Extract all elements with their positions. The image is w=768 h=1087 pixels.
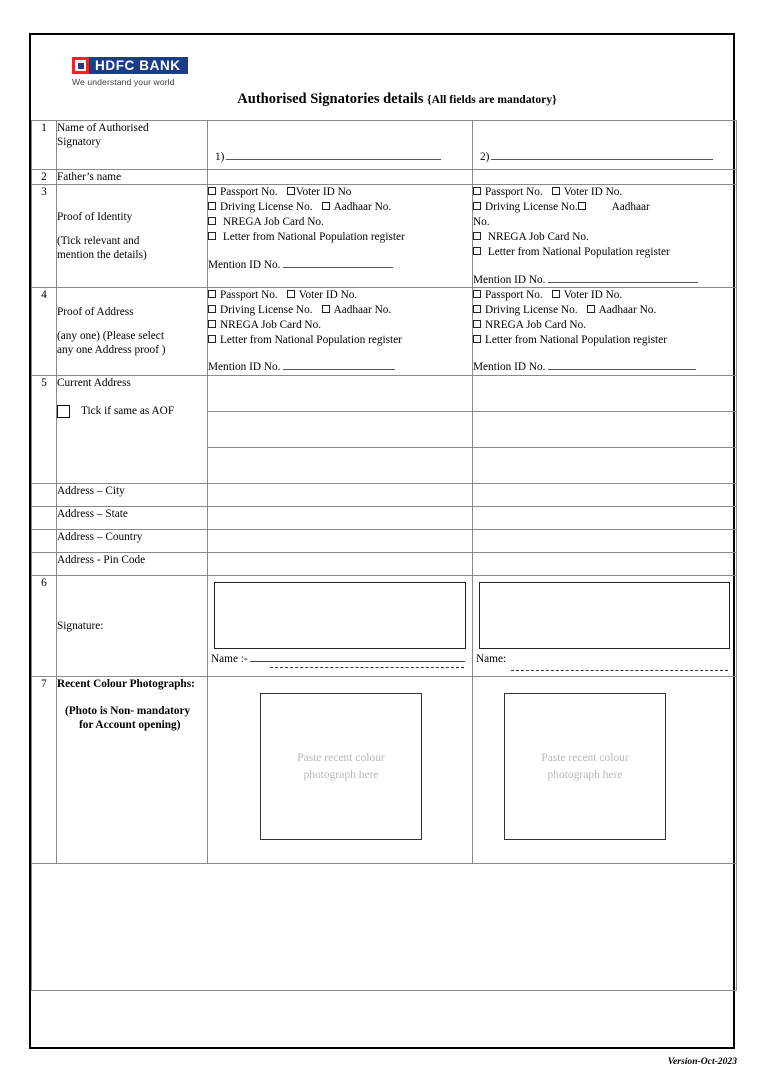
signature-box-b[interactable] [479, 582, 730, 649]
signature-b-name-row [476, 652, 730, 666]
table-row-signature [32, 575, 737, 676]
hdfc-logo-wordmark: HDFC BANK [89, 57, 188, 74]
poi-a-line-2 [208, 200, 472, 214]
poa-b-checkbox-list [473, 288, 736, 347]
poi-b-line-4 [473, 245, 736, 259]
poa-a-opt6-label: Letter from National Population register [220, 334, 402, 347]
signatory-1-input-rule[interactable] [226, 150, 441, 159]
table-row-proof-of-identity [32, 185, 737, 288]
version-footer: Version-Oct-2023 [667, 1056, 737, 1067]
poi-col-b [473, 185, 737, 288]
photo-label-line2-text: (Photo is Non- mandatory [65, 704, 191, 717]
checkbox-icon-poa-b-passport[interactable] [473, 290, 481, 298]
poa-b-opt5-label: NREGA Job Card No. [485, 319, 587, 332]
poa-col-a [208, 288, 473, 376]
signature-col-a [208, 575, 473, 676]
poi-b-line-2 [473, 200, 736, 214]
poi-a-line-4 [208, 230, 472, 244]
checkbox-icon-poi-b-voter-id[interactable] [552, 187, 560, 195]
poi-b-opt6-label: Letter from National Population register [487, 246, 670, 259]
photo-placeholder-a[interactable] [260, 693, 422, 840]
signature-col-b [473, 575, 737, 676]
photo-placeholder-b-line1: Paste recent colour [541, 752, 629, 765]
poa-a-checkbox-list [208, 288, 472, 347]
poa-a-line-2 [208, 303, 472, 317]
row-label-signature: Signature: [57, 575, 208, 676]
hdfc-logo-mark-icon [72, 57, 89, 74]
row-label-address-city: Address – City [57, 483, 208, 506]
poa-b-mention-input-rule[interactable] [548, 362, 696, 371]
poi-b-opt4b-label: No. [473, 216, 490, 229]
poa-b-line-1 [473, 288, 736, 302]
poa-a-mention-label: Mention ID No. [208, 361, 281, 374]
poa-label-sub1: (any one) (Please select [57, 329, 164, 342]
checkbox-icon-poa-a-driving-license[interactable] [208, 305, 216, 313]
checkbox-icon-poa-b-aadhaar[interactable] [587, 305, 595, 313]
page-title [31, 91, 733, 108]
checkbox-icon-poa-b-nrega[interactable] [473, 320, 481, 328]
bottom-blank-area [32, 864, 737, 991]
row-label-address-pin: Address - Pin Code [57, 552, 208, 575]
signatory-1-name-cell[interactable] [208, 121, 473, 170]
poa-label-sub2: any one Address proof ) [57, 344, 166, 357]
checkbox-icon-poi-a-passport[interactable] [208, 187, 216, 195]
checkbox-icon-poa-b-driving-license[interactable] [473, 305, 481, 313]
row-number-blank-state [32, 506, 57, 529]
poi-a-mention-label: Mention ID No. [208, 258, 281, 271]
photo-placeholder-a-text [297, 750, 385, 783]
poi-a-opt6-label: Letter from National Population register [222, 231, 405, 244]
signatory-2-prefix: 2) [480, 150, 490, 163]
table-row-photographs [32, 677, 737, 864]
poa-a-opt5-label: NREGA Job Card No. [220, 319, 322, 332]
photo-placeholder-b-text [541, 750, 629, 783]
signature-a-name-row [211, 652, 466, 666]
photo-placeholder-a-line1: Paste recent colour [297, 752, 385, 765]
signature-box-a[interactable] [214, 582, 466, 649]
current-address-a-line3[interactable] [208, 447, 473, 483]
table-row-current-address-1 [32, 375, 737, 411]
table-row-address-state [32, 506, 737, 529]
checkbox-icon-poi-b-passport[interactable] [473, 187, 481, 195]
poa-b-line-4 [473, 333, 736, 347]
signatory-2-name-cell[interactable] [473, 121, 737, 170]
checkbox-icon-poi-b-aadhaar[interactable] [578, 202, 586, 210]
row-number-3: 3 [32, 185, 57, 288]
address-state-col-a[interactable] [208, 506, 473, 529]
poi-a-line-3 [208, 215, 472, 229]
poa-b-mention-label: Mention ID No. [473, 361, 546, 374]
signatory-2-input-rule[interactable] [491, 150, 713, 159]
photo-col-a [208, 677, 473, 864]
signature-b-dashed-rule [511, 670, 728, 671]
row-label-line2: Signatory [57, 136, 101, 149]
poi-a-mention-input-rule[interactable] [283, 259, 393, 268]
fathers-name-col-a[interactable] [208, 170, 473, 185]
checkbox-icon-poi-b-driving-license[interactable] [473, 202, 481, 210]
checkbox-icon-poi-b-nrega[interactable] [473, 232, 481, 240]
page-title-main: Authorised Signatories details [237, 91, 428, 107]
checkbox-icon-poi-b-npr-letter[interactable] [473, 247, 481, 255]
photo-placeholder-a-line2: photograph here [303, 768, 379, 781]
checkbox-icon-poi-a-nrega[interactable] [208, 217, 216, 225]
row-label-address-country: Address – Country [57, 529, 208, 552]
poi-b-line-1 [473, 185, 736, 199]
row-label-fathers-name: Father’s name [57, 170, 208, 185]
poi-b-line-3 [473, 230, 736, 244]
row-number-blank-city [32, 483, 57, 506]
poi-label-sub2: mention the details) [57, 249, 147, 262]
table-row-proof-of-address [32, 288, 737, 376]
poi-b-opt5-label: NREGA Job Card No. [487, 231, 589, 244]
hdfc-bank-logo [72, 57, 202, 87]
checkbox-icon-poa-a-aadhaar[interactable] [322, 305, 330, 313]
checkbox-icon-poa-b-npr-letter[interactable] [473, 335, 481, 343]
row-number-1: 1 [32, 121, 57, 170]
poi-b-checkbox-list [473, 185, 736, 259]
checkbox-icon-poi-a-npr-letter[interactable] [208, 232, 216, 240]
photo-label-line2 [57, 704, 207, 733]
row-label-photographs [57, 677, 208, 864]
table-row-address-pin [32, 552, 737, 575]
poi-b-mention-id [473, 273, 736, 287]
poa-b-opt4-label: Aadhaar No. [598, 304, 657, 317]
address-state-col-b[interactable] [473, 506, 737, 529]
poa-a-opt1-label: Passport No. [220, 289, 278, 302]
checkbox-icon-poi-a-driving-license[interactable] [208, 202, 216, 210]
current-address-b-line3[interactable] [473, 447, 737, 483]
current-address-label: Current Address [57, 376, 131, 389]
poa-a-opt2-label: Voter ID No. [298, 289, 358, 302]
poa-label-title: Proof of Address [57, 306, 134, 319]
poa-a-opt4-label: Aadhaar No. [333, 304, 392, 317]
table-row-address-country [32, 529, 737, 552]
row-number-blank-pin [32, 552, 57, 575]
poa-b-opt2-label: Voter ID No. [563, 289, 623, 302]
address-country-col-a[interactable] [208, 529, 473, 552]
address-city-col-a[interactable] [208, 483, 473, 506]
poi-a-checkbox-list [208, 185, 472, 244]
table-row-address-city [32, 483, 737, 506]
signatory-1-name-line [215, 150, 441, 164]
poa-col-b [473, 288, 737, 376]
row-number-blank-country [32, 529, 57, 552]
current-address-a-line1[interactable] [208, 375, 473, 411]
signature-a-name-rule[interactable] [250, 652, 465, 662]
checkbox-icon-poi-a-aadhaar[interactable] [322, 202, 330, 210]
checkbox-icon-same-as-aof[interactable] [57, 405, 70, 418]
page-title-sub: {All fields are mandatory} [427, 93, 557, 106]
poi-a-line-1 [208, 185, 472, 199]
signatory-1-prefix: 1) [215, 150, 225, 163]
poa-b-opt6-label: Letter from National Population register [485, 334, 667, 347]
row-number-6: 6 [32, 575, 57, 676]
poi-b-mention-input-rule[interactable] [548, 274, 698, 283]
table-row-bottom-blank [32, 864, 737, 991]
photo-label-line1: Recent Colour Photographs: [57, 678, 195, 691]
poa-b-opt3-label: Driving License No. [485, 304, 578, 317]
poa-a-mention-input-rule[interactable] [283, 362, 395, 371]
checkbox-icon-poa-b-voter-id[interactable] [552, 290, 560, 298]
table-row-name-of-signatory [32, 121, 737, 170]
address-city-col-b[interactable] [473, 483, 737, 506]
poa-a-line-1 [208, 288, 472, 302]
poa-a-opt3-label: Driving License No. [220, 304, 313, 317]
signature-a-dashed-rule [270, 667, 464, 668]
row-label-name-of-signatory [57, 121, 208, 170]
poi-b-mention-label: Mention ID No. [473, 273, 546, 286]
row-label-current-address [57, 375, 208, 483]
address-pin-col-a[interactable] [208, 552, 473, 575]
row-number-5: 5 [32, 375, 57, 483]
checkbox-icon-poa-a-passport[interactable] [208, 290, 216, 298]
poi-a-mention-id [208, 258, 472, 272]
tick-same-as-aof-label: Tick if same as AOF [81, 405, 175, 418]
tick-same-as-aof-row[interactable] [57, 404, 207, 418]
checkbox-icon-poi-a-voter-id[interactable] [287, 187, 295, 195]
poa-a-mention-id [208, 360, 472, 374]
authorised-signatories-table [31, 120, 737, 991]
row-label-line1: Name of Authorised [57, 122, 149, 134]
form-page-frame [29, 33, 735, 1049]
row-number-7: 7 [32, 677, 57, 864]
poa-b-mention-id [473, 360, 736, 374]
poa-b-line-3 [473, 318, 736, 332]
photo-placeholder-b[interactable] [504, 693, 666, 840]
table-row-fathers-name [32, 170, 737, 185]
checkbox-icon-poa-a-npr-letter[interactable] [208, 335, 216, 343]
address-country-col-b[interactable] [473, 529, 737, 552]
row-label-address-state: Address – State [57, 506, 208, 529]
poi-a-opt5-label: NREGA Job Card No. [222, 216, 324, 229]
poi-a-opt3-label: Driving License No. [220, 201, 313, 214]
poi-b-opt3-label: Driving License No. [485, 201, 578, 214]
row-number-2: 2 [32, 170, 57, 185]
poa-b-line-2 [473, 303, 736, 317]
fathers-name-col-b[interactable] [473, 170, 737, 185]
address-pin-col-b[interactable] [473, 552, 737, 575]
current-address-a-line2[interactable] [208, 411, 473, 447]
hdfc-logo-tagline: We understand your world [72, 77, 175, 87]
poi-b-opt4-label: Aadhaar [611, 201, 650, 214]
row-number-4: 4 [32, 288, 57, 376]
row-label-proof-of-address [57, 288, 208, 376]
poa-b-opt1-label: Passport No. [485, 289, 543, 302]
poi-a-opt2-label: Voter ID No [295, 186, 352, 199]
poi-b-opt2-label: Voter ID No. [563, 186, 623, 199]
poi-col-a [208, 185, 473, 288]
poa-a-line-4 [208, 333, 472, 347]
checkbox-icon-poa-a-nrega[interactable] [208, 320, 216, 328]
photo-placeholder-b-line2: photograph here [547, 768, 623, 781]
poi-b-opt1-label: Passport No. [485, 186, 543, 199]
poi-b-line-2b [473, 215, 736, 229]
row-label-proof-of-identity [57, 185, 208, 288]
signature-a-name-label: Name :- [211, 652, 248, 665]
signatory-2-name-line [480, 150, 713, 164]
form-header [31, 35, 733, 120]
current-address-b-line2[interactable] [473, 411, 737, 447]
poi-label-title: Proof of Identity [57, 211, 133, 224]
checkbox-icon-poa-a-voter-id[interactable] [287, 290, 295, 298]
current-address-b-line1[interactable] [473, 375, 737, 411]
photo-col-b [473, 677, 737, 864]
photo-label-line3-text: for Account opening) [79, 719, 181, 732]
poa-a-line-3 [208, 318, 472, 332]
poi-a-opt4-label: Aadhaar No. [333, 201, 392, 214]
signature-b-name-label: Name: [476, 652, 507, 665]
poi-a-opt1-label: Passport No. [220, 186, 278, 199]
poi-label-sub1: (Tick relevant and [57, 234, 140, 247]
